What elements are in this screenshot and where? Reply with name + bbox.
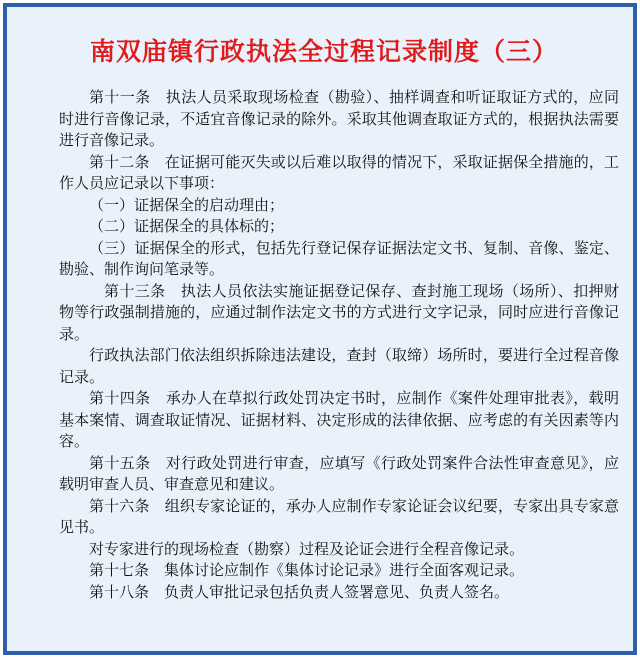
article-18: 第十八条 负责人审批记录包括负责人签署意见、负责人签名。 — [89, 582, 510, 601]
article-11: 第十一条 执法人员采取现场检查（勘验）、抽样调查和听证取证方式的，应同时进行音像记录，不适宜音像记录的除外。采取其他调查取证方式的，根据执法需要进行音像记录。 — [59, 88, 619, 149]
document-frame — [3, 3, 637, 655]
article-12-item-3: （三）证据保全的形式，包括先行登记保存证据法定文书、复制、音像、鉴定、勘验、制作询问笔录等。 — [59, 238, 619, 278]
article-17: 第十七条 集体讨论应制作《集体讨论记录》进行全面客观记录。 — [89, 561, 525, 579]
article-12: 第十二条 在证据可能灭失或以后难以取得的情况下，采取证据保全措施的，工作人员应记录以下事项： — [59, 152, 619, 192]
article-16: 第十六条 组织专家论证的，承办人应制作专家论证会议纪要，专家出具专家意见书。 — [59, 496, 619, 536]
page-title: 南双庙镇行政执法全过程记录制度（三） — [89, 37, 558, 66]
article-12-item-1: （一）证据保全的启动理由； — [89, 195, 285, 214]
article-13: 第十三条 执法人员依法实施证据登记保存、查封施工现场（场所）、扣押财物等行政强制措施的，应通过制作法定文书的方式进行文字记录，同时应进行音像记录。 — [59, 281, 619, 343]
document-body — [59, 87, 619, 603]
article-12-item-2: （二）证据保全的具体标的； — [89, 217, 285, 235]
article-13-note: 行政执法部门依法组织拆除违法建设，查封（取缔）场所时，要进行全过程音像记录。 — [59, 346, 619, 386]
article-15: 第十五条 对行政处罚进行审查，应填写《行政处罚案件合法性审查意见》，应载明审查人员、审查意见和建议。 — [59, 453, 619, 493]
article-14: 第十四条 承办人在草拟行政处罚决定书时，应制作《案件处理审批表》，载明基本案情、调查取证情况、证据材料、决定形成的法律依据、应考虑的有关因素等内容。 — [59, 389, 619, 450]
article-16-note: 对专家进行的现场检查（勘察）过程及论证会进行全程音像记录。 — [89, 539, 525, 558]
